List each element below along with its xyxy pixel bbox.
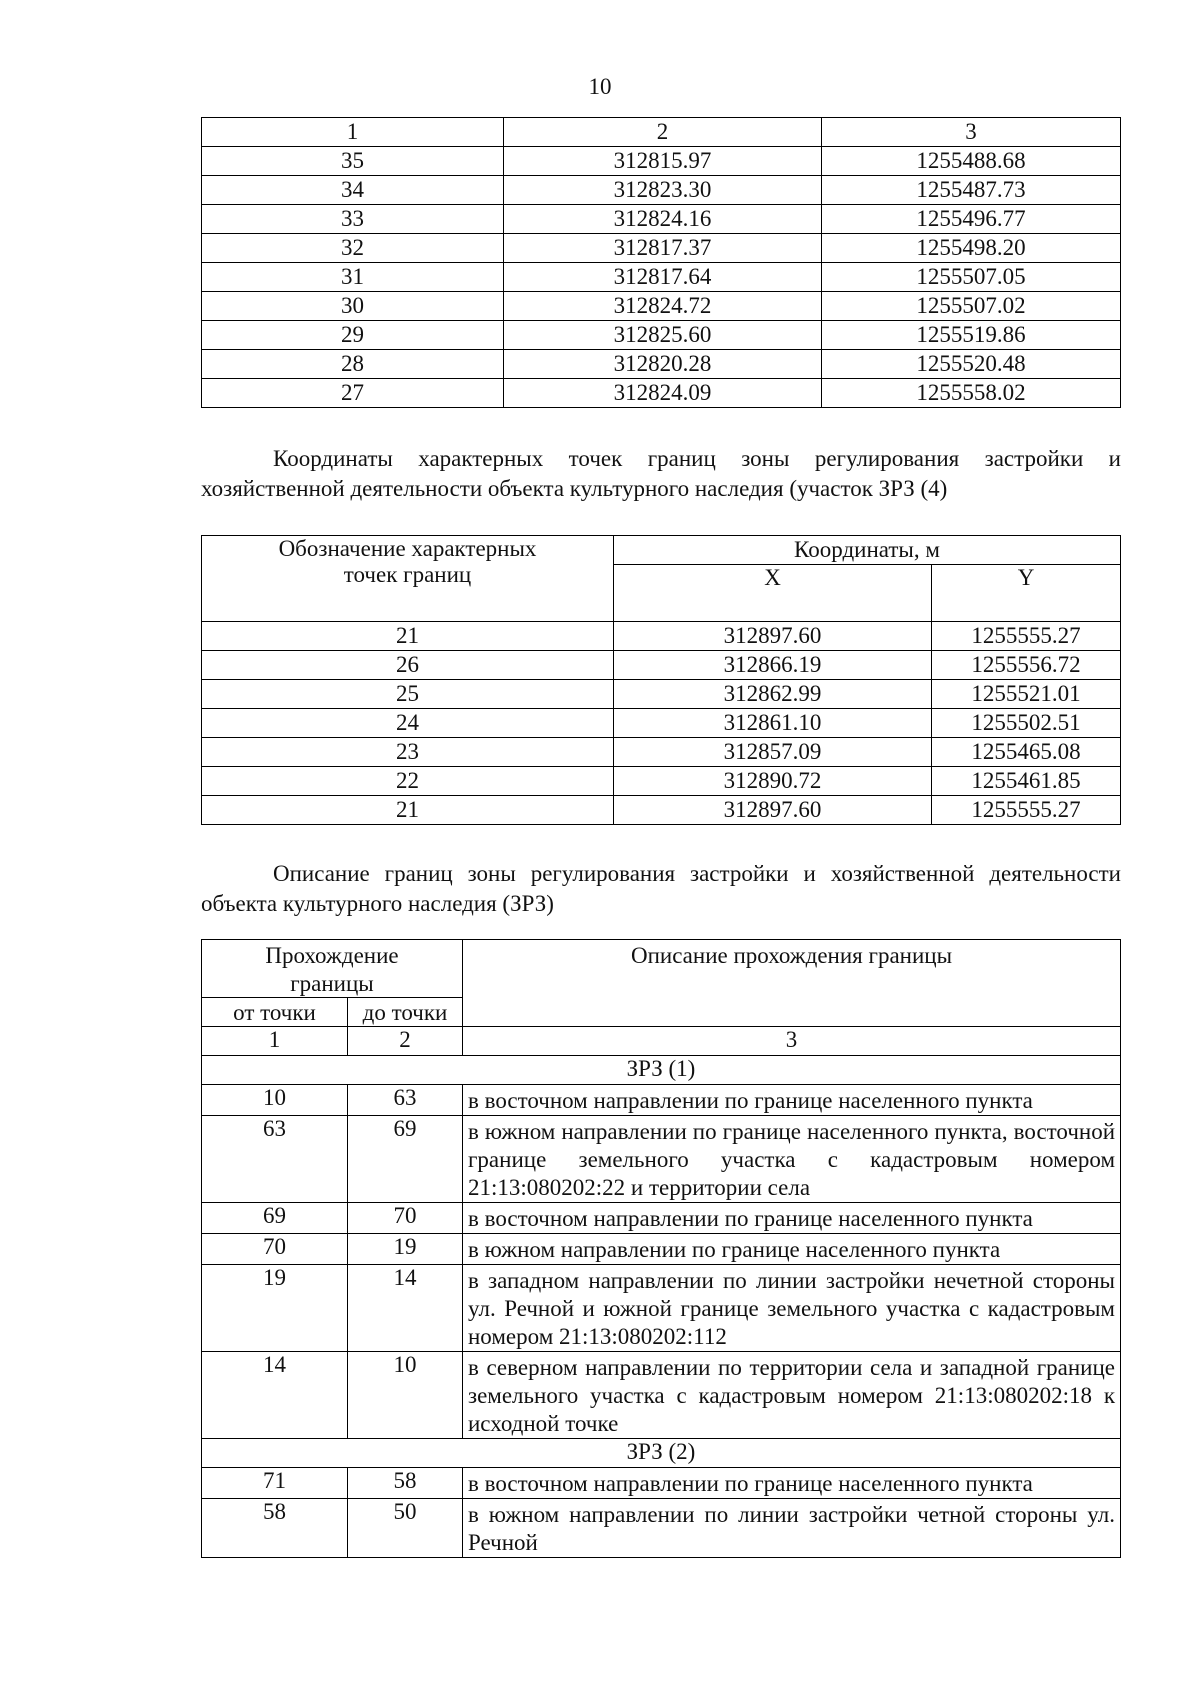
from-cell: 70 [202,1234,348,1265]
boundary-description-table [201,939,1121,1558]
column-number-3: 3 [463,1027,1121,1056]
zrz4-coordinates-table [201,535,1121,825]
y-cell: 1255487.73 [822,176,1121,205]
point-cell: 21 [202,796,614,825]
table-row [202,680,1121,709]
header-y: Y [932,565,1121,622]
point-cell: 25 [202,680,614,709]
table-row [202,176,1121,205]
table-header-row [202,940,1121,998]
section-row [202,1056,1121,1085]
zrz4-caption [201,444,1121,504]
table-row [202,1499,1121,1558]
description-cell: в южном направлении по линии застройки четной стороны ул. Речной [463,1499,1121,1558]
point-cell: 28 [202,350,504,379]
table-row [202,205,1121,234]
point-cell: 33 [202,205,504,234]
point-cell: 21 [202,622,614,651]
x-cell: 312825.60 [504,321,822,350]
table-row [202,263,1121,292]
x-cell: 312862.99 [614,680,932,709]
table-row [202,292,1121,321]
y-cell: 1255502.51 [932,709,1121,738]
header-description: Описание прохождения границы [463,940,1121,1027]
y-cell: 1255461.85 [932,767,1121,796]
x-cell: 312861.10 [614,709,932,738]
table-row [202,738,1121,767]
description-cell: в восточном направлении по границе населенного пункта [463,1085,1121,1116]
zrz4-caption-text: Координаты характерных точек границ зоны регулирования застройки и хозяйственной деятельности объекта культурного наследия (участок ЗРЗ (4) [201,446,1121,501]
table-row [202,709,1121,738]
y-cell: 1255498.20 [822,234,1121,263]
x-cell: 312890.72 [614,767,932,796]
y-cell: 1255558.02 [822,379,1121,408]
header-points: Обозначение характерных точек границ [202,536,614,622]
point-cell: 23 [202,738,614,767]
description-cell: в южном направлении по границе населенного пункта, восточной границе земельного участка с кадастровым номером 21:13:080202:22 и территории села [463,1116,1121,1203]
point-cell: 34 [202,176,504,205]
x-cell: 312815.97 [504,147,822,176]
to-cell: 58 [348,1468,463,1499]
table-row [202,651,1121,680]
table-row [202,767,1121,796]
header-from-point: от точки [202,998,348,1027]
y-cell: 1255520.48 [822,350,1121,379]
from-cell: 63 [202,1116,348,1203]
table-row [202,1085,1121,1116]
header-pass: Прохождение границы [202,940,463,998]
header-to-point: до точки [348,998,463,1027]
zrz-description-caption [201,859,1121,919]
point-cell: 24 [202,709,614,738]
description-cell: в восточном направлении по границе населенного пункта [463,1203,1121,1234]
description-cell: в южном направлении по границе населенного пункта [463,1234,1121,1265]
from-cell: 58 [202,1499,348,1558]
point-cell: 31 [202,263,504,292]
description-cell: в северном направлении по территории села и западной границе земельного участка с кадастровым номером 21:13:080202:18 к исходной точке [463,1352,1121,1439]
x-cell: 312817.64 [504,263,822,292]
x-cell: 312824.09 [504,379,822,408]
table-row [202,622,1121,651]
y-cell: 1255488.68 [822,147,1121,176]
point-cell: 32 [202,234,504,263]
table-row [202,147,1121,176]
x-cell: 312817.37 [504,234,822,263]
x-cell: 312824.72 [504,292,822,321]
point-cell: 26 [202,651,614,680]
table-row [202,1234,1121,1265]
from-cell: 19 [202,1265,348,1352]
header-x: X [614,565,932,622]
point-cell: 35 [202,147,504,176]
column-number-3: 3 [822,118,1121,147]
y-cell: 1255507.02 [822,292,1121,321]
table-row [202,321,1121,350]
column-number-row [202,1027,1121,1056]
x-cell: 312824.16 [504,205,822,234]
section-title: ЗРЗ (1) [202,1056,1121,1085]
table-row [202,1352,1121,1439]
table-header-row [202,118,1121,147]
table-row [202,234,1121,263]
table-row [202,1265,1121,1352]
y-cell: 1255496.77 [822,205,1121,234]
point-cell: 30 [202,292,504,321]
table-row [202,1116,1121,1203]
point-cell: 22 [202,767,614,796]
from-cell: 71 [202,1468,348,1499]
table-row [202,796,1121,825]
y-cell: 1255556.72 [932,651,1121,680]
x-cell: 312897.60 [614,622,932,651]
y-cell: 1255519.86 [822,321,1121,350]
x-cell: 312820.28 [504,350,822,379]
x-cell: 312823.30 [504,176,822,205]
y-cell: 1255555.27 [932,622,1121,651]
x-cell: 312866.19 [614,651,932,680]
to-cell: 19 [348,1234,463,1265]
table-row [202,379,1121,408]
y-cell: 1255555.27 [932,796,1121,825]
column-number-1: 1 [202,1027,348,1056]
point-cell: 27 [202,379,504,408]
to-cell: 10 [348,1352,463,1439]
x-cell: 312857.09 [614,738,932,767]
section-title: ЗРЗ (2) [202,1439,1121,1468]
table-row [202,350,1121,379]
column-number-1: 1 [202,118,504,147]
table-row [202,1468,1121,1499]
column-number-2: 2 [348,1027,463,1056]
table-header-row [202,536,1121,565]
to-cell: 50 [348,1499,463,1558]
table-row [202,1203,1121,1234]
y-cell: 1255507.05 [822,263,1121,292]
to-cell: 70 [348,1203,463,1234]
point-cell: 29 [202,321,504,350]
section-row [202,1439,1121,1468]
to-cell: 69 [348,1116,463,1203]
from-cell: 10 [202,1085,348,1116]
zrz-description-caption-text: Описание границ зоны регулирования застройки и хозяйственной деятельности объекта культурного наследия (ЗРЗ) [201,861,1121,916]
x-cell: 312897.60 [614,796,932,825]
column-number-2: 2 [504,118,822,147]
to-cell: 14 [348,1265,463,1352]
header-coordinates: Координаты, м [614,536,1121,565]
from-cell: 69 [202,1203,348,1234]
y-cell: 1255521.01 [932,680,1121,709]
page-number: 10 [588,74,612,99]
coordinates-table-continued [201,117,1121,408]
to-cell: 63 [348,1085,463,1116]
description-cell: в западном направлении по линии застройки нечетной стороны ул. Речной и южной границе земельного участка с кадастровым номером 21:13:080202:112 [463,1265,1121,1352]
y-cell: 1255465.08 [932,738,1121,767]
description-cell: в восточном направлении по границе населенного пункта [463,1468,1121,1499]
from-cell: 14 [202,1352,348,1439]
